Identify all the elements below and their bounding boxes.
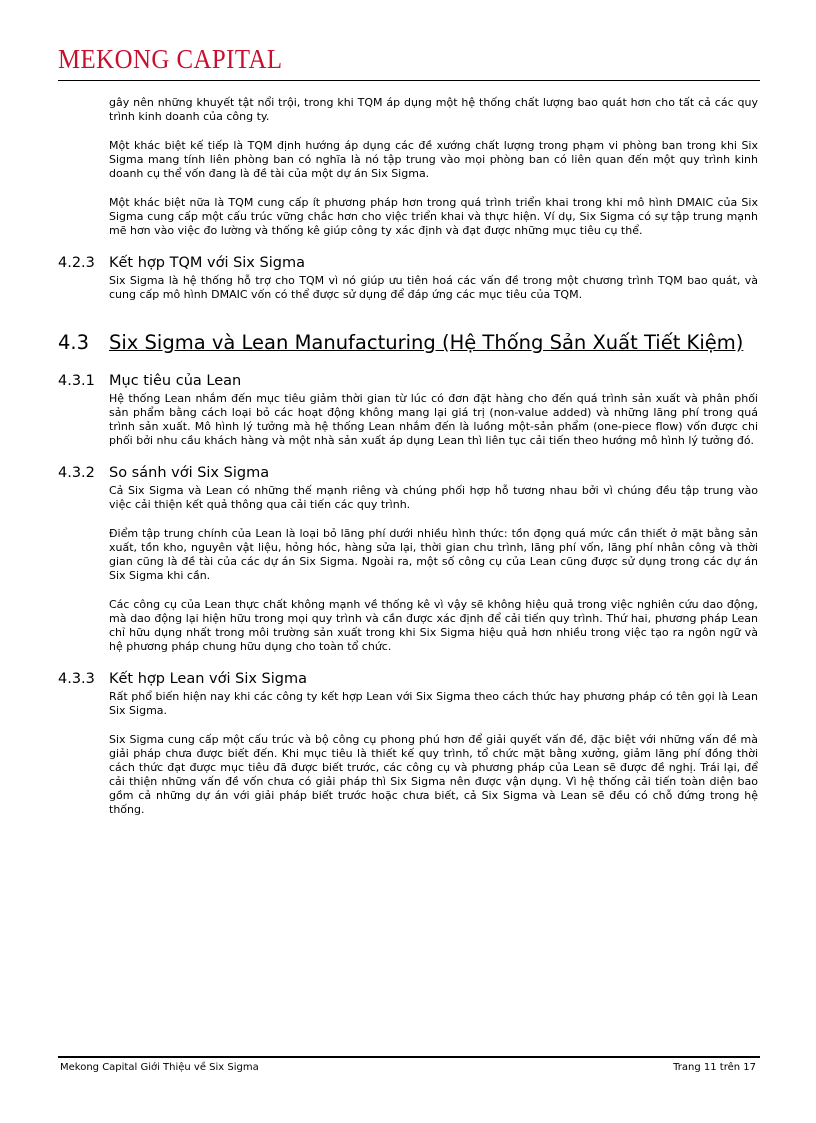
company-logo: MEKONG CAPITAL bbox=[58, 44, 283, 74]
heading-number: 4.2.3 bbox=[58, 255, 95, 271]
heading-number: 4.3.2 bbox=[58, 465, 95, 481]
footer-divider bbox=[58, 1056, 760, 1058]
paragraph: Six Sigma là hệ thống hỗ trợ cho TQM vì nó giúp ưu tiên hoá các vấn đề trong một chương trình TQM bao quát, và cung cấp mô hình DMAIC vốn có thể được sử dụng để đáp ứng các mục tiêu của TQM. bbox=[109, 274, 758, 301]
heading-number: 4.3.3 bbox=[58, 671, 95, 687]
paragraph: Một khác biệt kế tiếp là TQM định hướng áp dụng các đề xướng chất lượng trong phạm vi phòng ban trong khi Six Sigma mang tính liên phòng ban có nghĩa là nó tập trung vào mọi phòng ban có liên quan đến một quy trình kinh doanh cụ thể vốn đang là đề tài của một dự án Six Sigma. bbox=[109, 139, 758, 180]
heading-title: Mục tiêu của Lean bbox=[109, 373, 242, 389]
heading-4-3-2 bbox=[58, 464, 758, 482]
header-divider bbox=[58, 80, 760, 81]
heading-title: Six Sigma và Lean Manufacturing (Hệ Thống Sản Xuất Tiết Kiệm) bbox=[109, 331, 744, 354]
footer-page-number: Trang 11 trên 17 bbox=[673, 1062, 756, 1073]
paragraph: gây nên những khuyết tật nổi trội, trong khi TQM áp dụng một hệ thống chất lượng bao quát hơn cho tất cả các quy trình kinh doanh của công ty. bbox=[109, 96, 758, 123]
heading-title: So sánh với Six Sigma bbox=[109, 465, 270, 481]
paragraph: Điểm tập trung chính của Lean là loại bỏ lãng phí dưới nhiều hình thức: tồn đọng quá mức cần thiết ở mặt bằng sản xuất, tồn kho, nguyên vật liệu, hỏng hóc, hàng sửa lại, thời gian chu trình, lãng phí vốn, lãng phí nhân công và thời gian cũng là đề tài của các dự án Six Sigma. Ngoài ra, một số công cụ của Lean cũng được sử dụng trong các dự án Six Sigma khi cần. bbox=[109, 527, 758, 582]
paragraph: Hệ thống Lean nhắm đến mục tiêu giảm thời gian từ lúc có đơn đặt hàng cho đến quá trình sản xuất và phân phối sản phẩm bằng cách loại bỏ các hoạt động không mang lại giá trị (non-value added) và những lãng phí trong quá trình sản xuất. Mô hình lý tưởng mà hệ thống Lean nhắm đến là luồng một-sản phẩm (one-piece flow) vốn được chi phối bởi nhu cầu khách hàng và một nhà sản xuất áp dụng Lean thì liên tục cải tiến theo hướng mô hình lý tưởng đó. bbox=[109, 392, 758, 447]
heading-4-3-3 bbox=[58, 670, 758, 688]
heading-number: 4.3 bbox=[58, 331, 90, 354]
paragraph: Six Sigma cung cấp một cấu trúc và bộ công cụ phong phú hơn để giải quyết vấn đề, đặc biệt với những vấn đề mà giải pháp chưa được biết đến. Khi mục tiêu là thiết kế quy trình, tổ chức mặt bằng xưởng, giảm lãng phí đồng thời cách thức đạt được mục tiêu đã được biết trước, các công cụ và phương pháp của Lean sẽ được đề nghị. Trái lại, để cải thiện những vấn đề vốn chưa có giải pháp thì Six Sigma nên được vận dụng. Vì hệ thống cải tiến toàn diện bao gồm cả những dự án với giải pháp biết trước hoặc chưa biết, cả Six Sigma và Lean sẽ đều có chỗ đứng trong hệ thống. bbox=[109, 733, 758, 816]
paragraph: Các công cụ của Lean thực chất không mạnh về thống kê vì vậy sẽ không hiệu quả trong việc nghiên cứu dao động, mà dao động lại hiện hữu trong mọi quy trình và cần được xác định để cải tiến quy trình. Thứ hai, phương pháp Lean chỉ hữu dụng nhất trong môi trường sản xuất trong khi Six Sigma hiệu quả hơn nhiều trong việc tạo ra ngôn ngữ và hệ phương pháp chung hữu dụng cho toàn tổ chức. bbox=[109, 598, 758, 653]
heading-4-3-1 bbox=[58, 372, 758, 390]
paragraph: Cả Six Sigma và Lean có những thế mạnh riêng và chúng phối hợp hỗ tương nhau bởi vì chúng đều tập trung vào việc cải thiện kết quả thông qua cải tiến các quy trình. bbox=[109, 484, 758, 511]
heading-title: Kết hợp TQM với Six Sigma bbox=[109, 255, 305, 271]
heading-number: 4.3.1 bbox=[58, 373, 95, 389]
page-content bbox=[58, 96, 758, 832]
heading-4-2-3 bbox=[58, 254, 758, 272]
paragraph: Rất phổ biến hiện nay khi các công ty kết hợp Lean với Six Sigma theo cách thức hay phương pháp có tên gọi là Lean Six Sigma. bbox=[109, 690, 758, 717]
footer-document-title: Mekong Capital Giới Thiệu về Six Sigma bbox=[60, 1062, 259, 1073]
heading-title: Kết hợp Lean với Six Sigma bbox=[109, 671, 307, 687]
heading-4-3 bbox=[58, 330, 758, 356]
paragraph: Một khác biệt nữa là TQM cung cấp ít phương pháp hơn trong quá trình triển khai trong khi mô hình DMAIC của Six Sigma cung cấp một cấu trúc vững chắc hơn cho việc triển khai và thực hiện. Ví dụ, Six Sigma có sự tập trung mạnh mẽ hơn vào việc đo lường và thống kê giúp công ty xác định và đạt được những mục tiêu cụ thể. bbox=[109, 196, 758, 237]
